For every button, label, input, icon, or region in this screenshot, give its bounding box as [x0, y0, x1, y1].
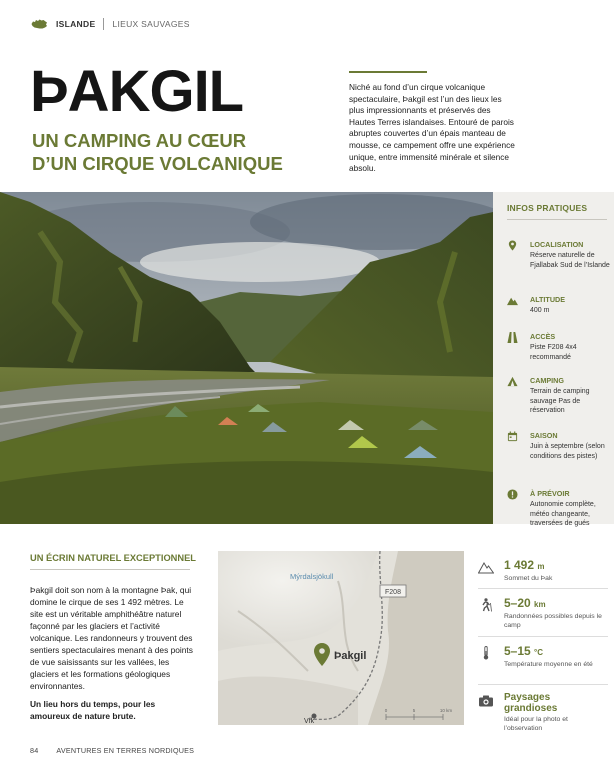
stat-value: 5–15 — [504, 644, 531, 658]
subtitle-line-1: UN CAMPING AU CŒUR — [32, 130, 247, 151]
page-header — [30, 16, 190, 32]
stat-desc: Randonnées possibles depuis le camp — [504, 613, 602, 630]
mountain-icon — [507, 295, 518, 306]
header-section: LIEUX SAUVAGES — [112, 19, 190, 29]
thermometer-icon — [478, 646, 494, 660]
page-footer — [30, 746, 194, 755]
page-subtitle — [32, 129, 332, 175]
section-closing: Un lieu hors du temps, pour les amoureux de nature brute. — [30, 699, 156, 721]
stat-divider — [478, 636, 608, 637]
stat-value: 5–20 — [504, 596, 531, 610]
stat-value: 1 492 — [504, 558, 535, 572]
info-text: Autonomie complète, météo changeante, traversées de gués — [530, 501, 596, 528]
section-rule — [30, 569, 190, 570]
stat-desc: Température moyenne en été — [504, 661, 593, 668]
info-text: Piste F208 4x4 recommandé — [530, 344, 577, 361]
info-label: À PRÉVOIR — [530, 489, 570, 498]
tent-icon — [507, 376, 518, 387]
intro-rule — [349, 71, 427, 73]
infos-heading: INFOS PRATIQUES — [507, 203, 588, 213]
info-text: Réserve naturelle de Fjallabak Sud de l’Islande — [530, 252, 610, 269]
stat-unit: km — [534, 600, 546, 609]
stat-value: Paysages grandioses — [504, 692, 558, 714]
map-place-label: Þakgil — [334, 650, 367, 662]
stat-desc: Idéal pour la photo et l’observation — [504, 716, 568, 733]
map-scale-10: 10 km — [439, 708, 453, 713]
stat-desc: Sommet du Þak — [504, 575, 553, 582]
stat-divider — [478, 684, 608, 685]
iceland-map-icon — [30, 18, 48, 30]
info-text: 400 m — [530, 307, 550, 314]
map-glacier-label: Mýrdalsjökull — [290, 572, 334, 581]
map-road-label: F208 — [385, 589, 401, 596]
location-pin-icon — [507, 240, 518, 251]
camera-icon — [478, 694, 494, 708]
subtitle-line-2: D’UN CIRQUE VOLCANIQUE — [32, 153, 283, 174]
mountain-icon — [478, 560, 494, 574]
intro-paragraph: Niché au fond d’un cirque volcanique spectaculaire, Þakgil est l’un des lieux les plus impressionnants et préservés des Hautes Terres islandaises. Entouré de parois abruptes couvertes d’un épais manteau de mousse, ce campement offre une expérience unique, entre immensité minérale et silence absolu. — [349, 82, 515, 174]
info-label: SAISON — [530, 431, 558, 440]
stat-unit: m — [537, 562, 545, 571]
calendar-icon — [507, 431, 518, 442]
page-title: ÞAKGIL — [30, 59, 244, 124]
hiker-icon — [478, 598, 494, 612]
info-label: ALTITUDE — [530, 295, 565, 304]
magazine-name: AVENTURES EN TERRES NORDIQUES — [56, 746, 195, 755]
map-town-label: Vík — [304, 718, 315, 725]
landscape-photo — [0, 192, 493, 524]
header-country: ISLANDE — [56, 19, 96, 29]
alert-icon — [507, 489, 518, 500]
map-scale-5: 5 — [412, 708, 416, 713]
section-body: Þakgil doit son nom à la montagne Þak, qui domine le cirque de ses 1 492 mètres. Le site est un véritable amphithéâtre naturel façonné par les glaciers et l’activité volcanique. Les randonneurs y trouvent des sentiers spectaculaires menant à des points de vue saisissants sur les vallées, les glaciers et les formations géologiques environnantes. — [30, 585, 193, 691]
info-label: ACCÈS — [530, 332, 556, 341]
map-scale-0: 0 — [384, 708, 388, 713]
info-text: Terrain de camping sauvage Pas de réservation — [530, 388, 590, 415]
section-heading: UN ÉCRIN NATUREL EXCEPTIONNEL — [30, 553, 196, 563]
info-label: LOCALISATION — [530, 240, 584, 249]
location-map — [218, 551, 464, 725]
infos-rule — [507, 219, 607, 220]
road-icon — [507, 332, 518, 343]
stat-divider — [478, 588, 608, 589]
info-text: Juin à septembre (selon conditions des pistes) — [530, 443, 605, 460]
page-number: 84 — [30, 746, 39, 755]
info-label: CAMPING — [530, 376, 564, 385]
stat-unit: °C — [534, 648, 544, 657]
header-divider — [103, 18, 104, 30]
